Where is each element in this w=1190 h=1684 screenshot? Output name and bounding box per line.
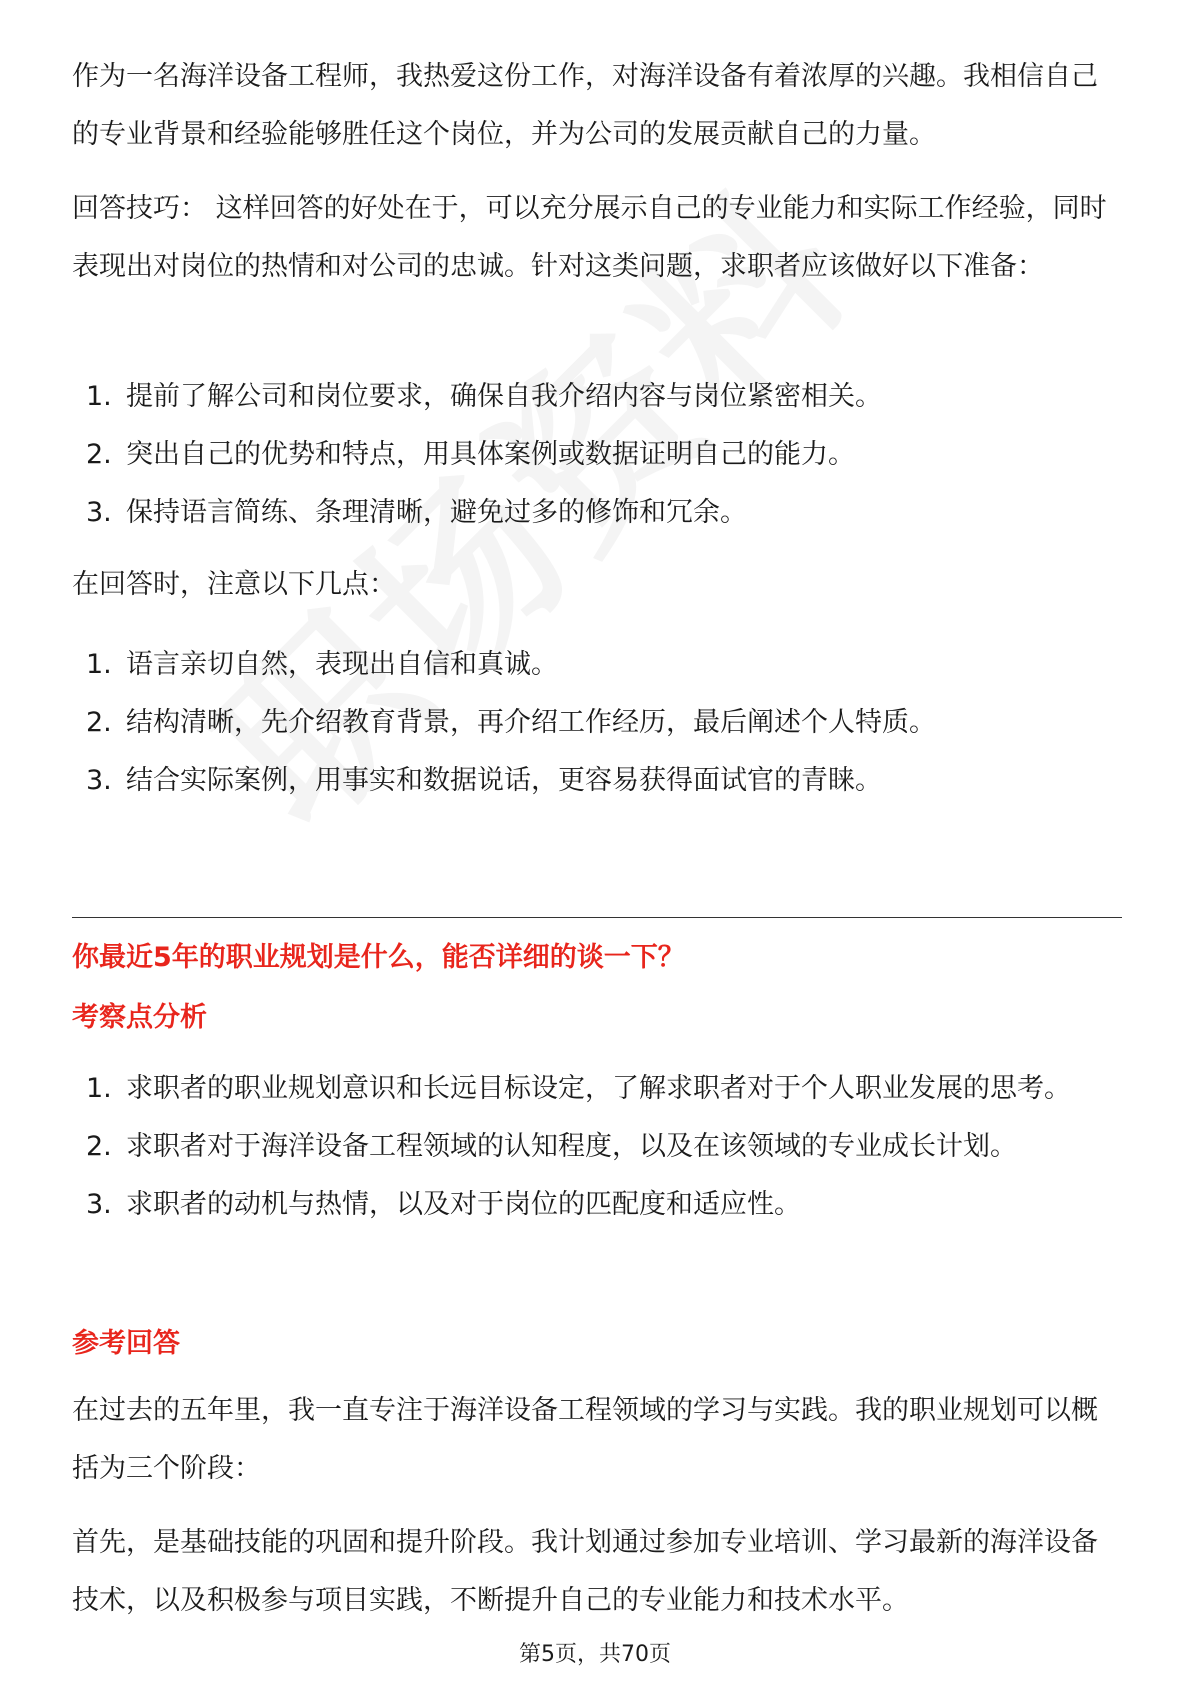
notes-intro: 在回答时，注意以下几点： xyxy=(72,569,396,600)
page-number: 第5页，共70页 xyxy=(519,1642,671,1667)
notes-list xyxy=(72,636,1122,810)
answer-paragraph: 首先，是基础技能的巩固和提升阶段。我计划通过参加专业培训、学习最新的海洋设备技术，以及积极参与项目实践，不断提升自己的专业能力和技术水平。 xyxy=(72,1527,1098,1616)
list-item: 1. 提前了解公司和岗位要求，确保自我介绍内容与岗位紧密相关。 xyxy=(86,381,882,412)
analysis-list xyxy=(72,1060,1122,1234)
section-divider xyxy=(72,917,1122,918)
list-item: 3. 保持语言简练、条理清晰，避免过多的修饰和冗余。 xyxy=(86,497,747,528)
list-item: 1. 语言亲切自然，表现出自信和真诚。 xyxy=(86,649,558,680)
analysis-heading: 考察点分析 xyxy=(72,1002,207,1033)
list-item: 3. 求职者的动机与热情，以及对于岗位的匹配度和适应性。 xyxy=(86,1189,801,1220)
list-item: 3. 结合实际案例，用事实和数据说话，更容易获得面试官的青睐。 xyxy=(86,765,882,796)
intro-paragraph: 作为一名海洋设备工程师，我热爱这份工作，对海洋设备有着浓厚的兴趣。我相信自己的专业背景和经验能够胜任这个岗位，并为公司的发展贡献自己的力量。 xyxy=(72,61,1098,150)
tips-paragraph: 回答技巧： 这样回答的好处在于，可以充分展示自己的专业能力和实际工作经验，同时表现出对岗位的热情和对公司的忠诚。针对这类问题，求职者应该做好以下准备： xyxy=(72,193,1107,282)
list-item: 2. 求职者对于海洋设备工程领域的认知程度，以及在该领域的专业成长计划。 xyxy=(86,1131,1017,1162)
question-title: 你最近5年的职业规划是什么，能否详细的谈一下？ xyxy=(72,942,685,973)
list-item: 2. 突出自己的优势和特点，用具体案例或数据证明自己的能力。 xyxy=(86,439,855,470)
list-item: 2. 结构清晰，先介绍教育背景，再介绍工作经历，最后阐述个人特质。 xyxy=(86,707,936,738)
prep-list xyxy=(72,368,1122,542)
answer-heading: 参考回答 xyxy=(72,1328,180,1359)
answer-paragraph: 在过去的五年里，我一直专注于海洋设备工程领域的学习与实践。我的职业规划可以概括为三个阶段： xyxy=(72,1395,1098,1484)
list-item: 1. 求职者的职业规划意识和长远目标设定，了解求职者对于个人职业发展的思考。 xyxy=(86,1073,1071,1104)
